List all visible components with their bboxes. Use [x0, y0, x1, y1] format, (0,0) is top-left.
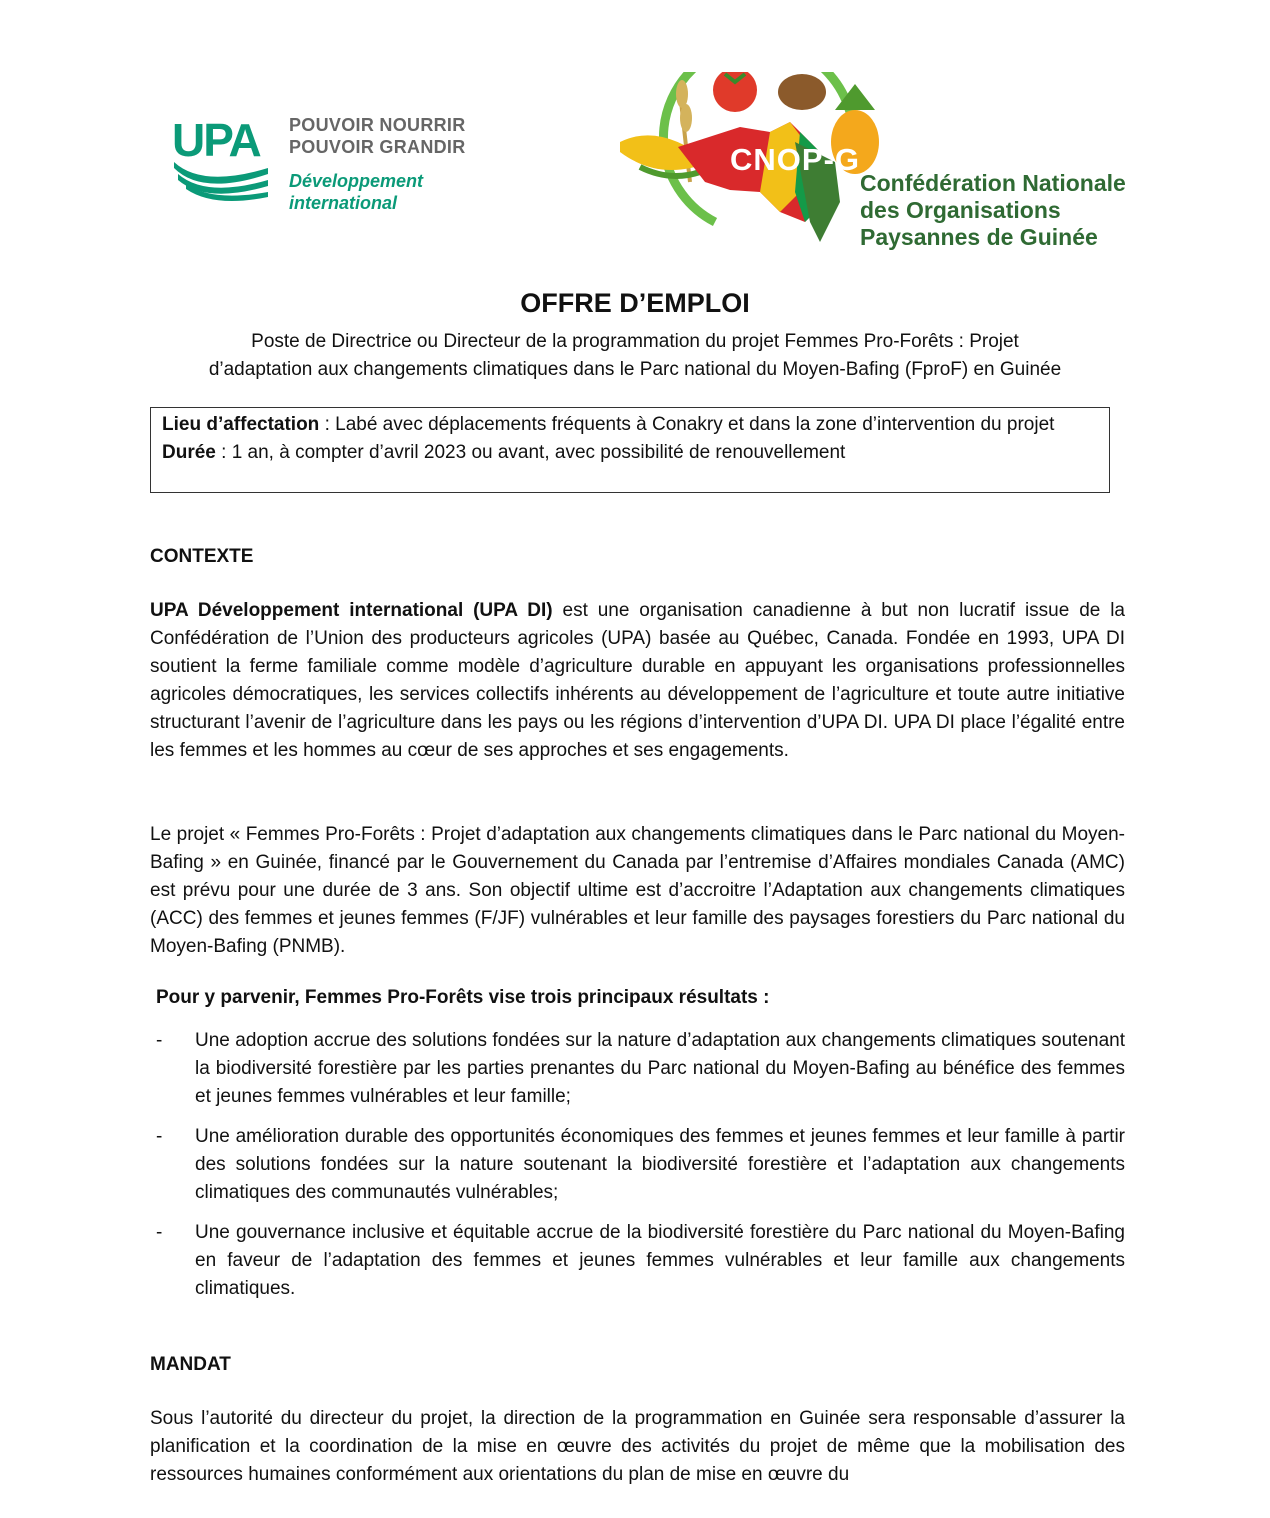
page-subtitle [0, 328, 1270, 384]
upa-tagline-2: POUVOIR GRANDIR [289, 137, 466, 157]
upa-dev-2: international [289, 193, 398, 213]
lieu-label: Lieu d’affectation [162, 414, 320, 435]
duree-label: Durée [162, 442, 216, 463]
cnop-logo [620, 72, 1130, 257]
lieu-text: : Labé avec déplacements fréquents à Conakry et dans la zone d’intervention du projet [319, 414, 1055, 435]
contexte-paragraph-2: Le projet « Femmes Pro-Forêts : Projet d’adaptation aux changements climatiques dans le Parc national du Moyen-Bafing » en Guinée, financé par le Gouvernement du Canada par l’entremise d’Affaires mondiales Canada (AMC) est prévu pour une durée de 3 ans. Son objectif ultime est d’accroitre l’Adaptation aux changements climatiques (ACC) des femmes et jeunes femmes (F/JF) vulnérables et leur famille des paysages forestiers du Parc national du Moyen-Bafing (PNMB). [150, 824, 1125, 957]
cnop-abbr: CNOP-G [730, 142, 860, 177]
list-item [150, 1123, 1125, 1207]
mandat-paragraph-1: Sous l’autorité du directeur du projet, la direction de la programmation en Guinée sera responsable d’assurer la planification et la coordination de la mise en œuvre des activités du projet de même que la mobilisation des ressources humaines conformément aux orientations du plan de mise en œuvre du [150, 1408, 1125, 1485]
upa-logo [172, 112, 492, 222]
contexte-p1-text: est une organisation canadienne à but non lucratif issue de la Confédération de l’Union des producteurs agricoles (UPA) basée au Québec, Canada. Fondée en 1993, UPA DI soutient la ferme familiale comme modèle d’agriculture durable en appuyant les organisations professionnelles agricoles démocratiques, les services collectifs inhérents au développement de l’agriculture et toute autre initiative structurant l’avenir de l’agriculture dans les pays ou les régions d’intervention d’UPA DI. UPA DI place l’égalité entre les femmes et les hommes au cœur de ses approches et ses engagements. [150, 600, 1125, 761]
contexte-heading: CONTEXTE [150, 546, 254, 567]
cnop-name-1: Confédération Nationale [860, 170, 1126, 196]
upa-tagline-1: POUVOIR NOURRIR [289, 115, 466, 135]
list-item-text: Une adoption accrue des solutions fondées sur la nature d’adaptation aux changements climatiques soutenant la biodiversité forestière par les parties prenantes du Parc national du Moyen-Bafing au bénéfice des femmes et jeunes femmes vulnérables et leur famille; [195, 1030, 1125, 1107]
duree-text: : 1 an, à compter d’avril 2023 ou avant, avec possibilité de renouvellement [215, 442, 846, 463]
cnop-name [860, 170, 1126, 251]
duree-row [162, 439, 1098, 467]
subtitle-line-1: Poste de Directrice ou Directeur de la programmation du projet Femmes Pro-Forêts : Projet [251, 331, 1019, 352]
svg-text:UPA: UPA [172, 116, 260, 166]
job-info-box [150, 407, 1110, 493]
page-title: OFFRE D’EMPLOI [520, 288, 750, 318]
upa-mark-icon [172, 116, 272, 202]
cnop-name-2: des Organisations [860, 197, 1061, 223]
list-item [150, 1027, 1125, 1111]
list-item-text: Une amélioration durable des opportunités économiques des femmes et jeunes femmes et leur famille à partir des solutions fondées sur la nature soutenant la biodiversité forestière et l’adaptation aux changements climatiques des communautés vulnérables; [195, 1126, 1125, 1203]
bullet-dash: - [156, 1126, 163, 1147]
lieu-row [162, 411, 1098, 439]
upa-dev-label [289, 170, 423, 214]
contexte-paragraph-1 [150, 597, 1125, 765]
bullet-dash: - [156, 1030, 163, 1051]
subtitle-line-2: d’adaptation aux changements climatiques dans le Parc national du Moyen-Bafing (FproF) en Guinée [208, 359, 1062, 380]
results-heading: Pour y parvenir, Femmes Pro-Forêts vise trois principaux résultats : [156, 987, 770, 1008]
mandat-heading: MANDAT [150, 1354, 231, 1375]
upa-dev-1: Développement [289, 171, 424, 191]
bullet-dash: - [156, 1222, 163, 1243]
results-list [150, 1027, 1125, 1315]
cnop-name-3: Paysannes de Guinée [860, 224, 1098, 250]
upa-di-name: UPA Développement international (UPA DI) [150, 600, 553, 621]
list-item-text: Une gouvernance inclusive et équitable accrue de la biodiversité forestière du Parc national du Moyen-Bafing en faveur de l’adaptation des femmes et jeunes femmes vulnérables et leur famille aux changements climatiques. [195, 1222, 1125, 1299]
upa-tagline [289, 114, 466, 158]
list-item [150, 1219, 1125, 1303]
